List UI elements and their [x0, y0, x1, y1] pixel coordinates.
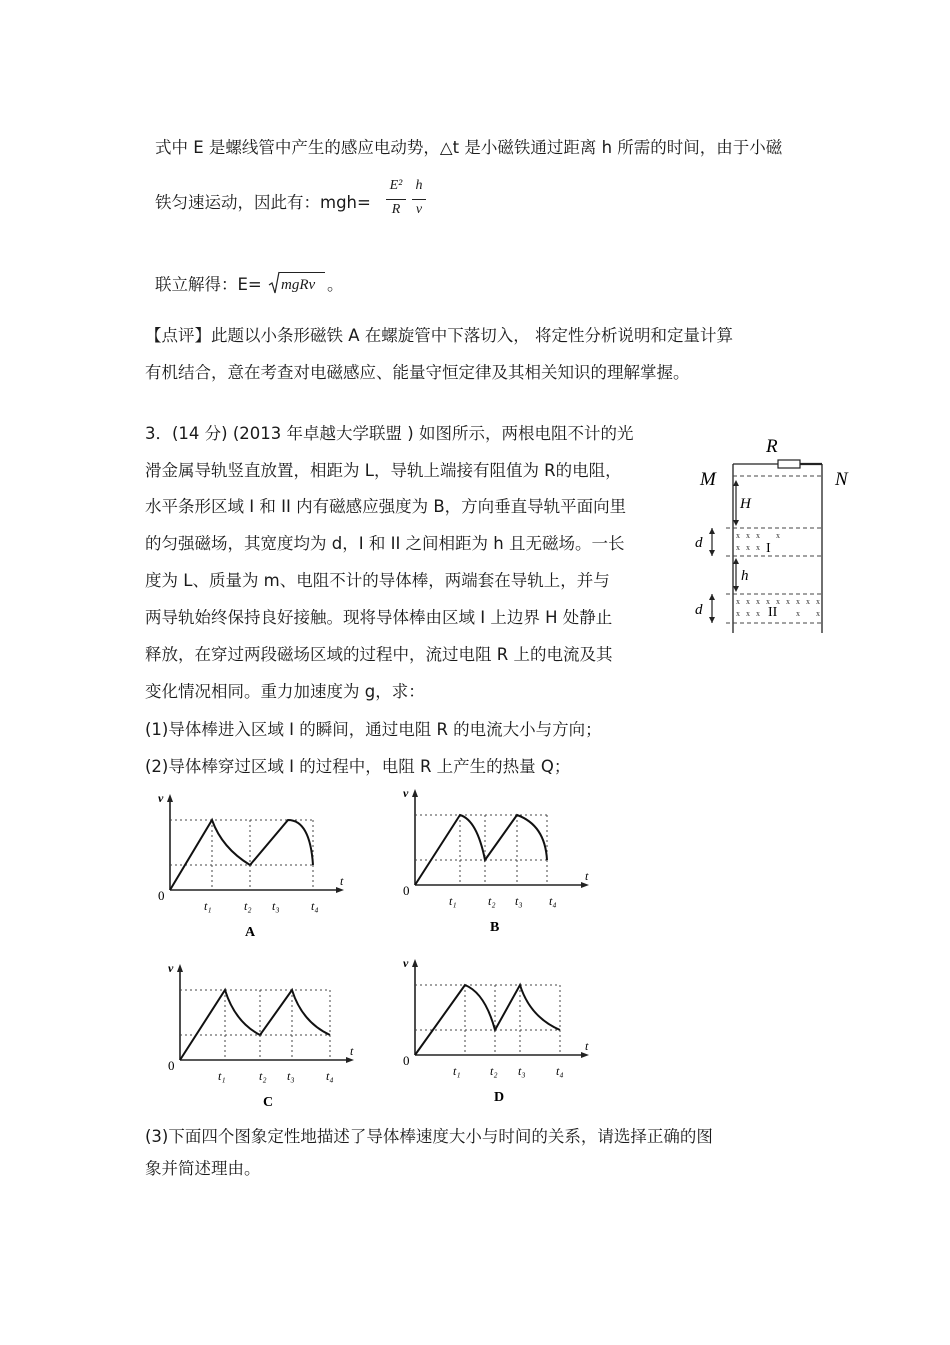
graph-label: C — [263, 1095, 274, 1110]
axis-v-label: v — [403, 786, 409, 800]
axis-v-label: v — [158, 791, 164, 805]
origin-label: 0 — [158, 888, 165, 903]
height-label-h-upper: H — [740, 496, 751, 512]
svg-text:x: x — [806, 597, 810, 606]
sqrt-overline — [279, 272, 325, 273]
vt-graph-b — [395, 785, 595, 940]
tick-label: t₁ — [204, 899, 212, 913]
problem-line-1: 3．(14 分) (2013 年卓越大学联盟 ) 如图所示，两根电阻不计的光 — [145, 424, 634, 443]
problem-line-4: 的匀强磁场，其宽度均为 d，I 和 II 之间相距为 h 且无磁场。一长 — [145, 534, 625, 553]
svg-text:x: x — [736, 609, 740, 618]
axis-v-arrow — [177, 964, 183, 972]
axis-t-label: t — [585, 869, 589, 883]
axis-v-arrow — [412, 789, 418, 797]
tick-label: t₃ — [287, 1069, 295, 1083]
tick-label: t₁ — [218, 1069, 226, 1083]
svg-text:x: x — [756, 531, 760, 540]
result-prefix: 联立解得：E= — [155, 275, 262, 294]
velocity-curve — [170, 820, 313, 890]
tick-label: t₄ — [326, 1069, 334, 1083]
axis-t-label: t — [340, 874, 344, 888]
origin-label: 0 — [168, 1058, 175, 1073]
fraction-denominator: v — [415, 202, 423, 217]
svg-text:x: x — [776, 597, 780, 606]
rail-label-n: N — [835, 469, 848, 490]
sqrt-content: mgRv — [281, 277, 316, 293]
result-suffix: 。 — [327, 275, 344, 294]
question-1: (1)导体棒进入区域 I 的瞬间，通过电阻 R 的电流大小与方向； — [145, 720, 602, 739]
tick-label: t₁ — [453, 1064, 461, 1078]
tick-label: t₂ — [244, 899, 252, 913]
svg-text:x: x — [746, 543, 750, 552]
region-label-1: I — [766, 541, 771, 556]
width-label-d-2: d — [695, 602, 703, 618]
question-3-line-2: 象并简述理由。 — [145, 1159, 261, 1178]
axis-t-label: t — [350, 1044, 354, 1058]
svg-text:x: x — [736, 531, 740, 540]
graph-label: D — [494, 1090, 505, 1105]
fraction-numerator: h — [415, 178, 423, 193]
tick-label: t₄ — [556, 1064, 564, 1078]
problem-line-8: 变化情况相同。重力加速度为 g，求： — [145, 682, 425, 701]
rail-diagram — [690, 430, 870, 640]
velocity-curve — [415, 985, 560, 1055]
svg-text:x: x — [776, 531, 780, 540]
graph-label: A — [245, 925, 256, 940]
tick-label: t₂ — [259, 1069, 267, 1083]
svg-text:x: x — [766, 597, 770, 606]
tick-label: t₃ — [272, 899, 280, 913]
axis-v-arrow — [167, 794, 173, 802]
svg-text:x: x — [736, 597, 740, 606]
resistor-label: R — [766, 436, 778, 457]
question-3-line-1: (3)下面四个图象定性地描述了导体棒速度大小与时间的关系，请选择正确的图 — [145, 1127, 713, 1146]
graph-label: B — [490, 920, 500, 935]
fraction-numerator: E² — [389, 178, 403, 193]
axis-t-label: t — [585, 1039, 589, 1053]
axis-v-label: v — [403, 956, 409, 970]
field-marks-region-2 — [736, 597, 820, 618]
vt-graph-d — [395, 955, 595, 1110]
solution-line-2: 铁匀速运动，因此有：mgh= — [155, 193, 371, 212]
fraction-bar — [386, 199, 406, 200]
tick-label: t₃ — [515, 894, 523, 908]
tick-label: t₄ — [311, 899, 319, 913]
velocity-curve — [415, 815, 547, 885]
axis-v-label: v — [168, 961, 174, 975]
resistor-icon — [778, 460, 800, 468]
problem-line-3: 水平条形区域 I 和 II 内有磁感应强度为 B，方向垂直导轨平面向里 — [145, 497, 627, 516]
svg-text:x: x — [816, 609, 820, 618]
region-label-2: II — [768, 605, 778, 620]
width-label-d-1: d — [695, 535, 703, 551]
problem-line-2: 滑金属导轨竖直放置，相距为 L，导轨上端接有阻值为 R的电阻， — [145, 461, 622, 480]
svg-text:x: x — [796, 609, 800, 618]
field-marks-region-1 — [736, 531, 780, 552]
problem-line-5: 度为 L、质量为 m、电阻不计的导体棒，两端套在导轨上，并与 — [145, 571, 610, 590]
solution-line-1: 式中 E 是螺线管中产生的感应电动势，△t 是小磁铁通过距离 h 所需的时间，由于小磁 — [155, 138, 783, 157]
svg-text:x: x — [756, 543, 760, 552]
svg-text:x: x — [756, 609, 760, 618]
question-2: (2)导体棒穿过区域 I 的过程中，电阻 R 上产生的热量 Q； — [145, 757, 571, 776]
origin-label: 0 — [403, 1053, 410, 1068]
velocity-curve — [180, 990, 330, 1060]
comment-line-1: 【点评】此题以小条形磁铁 A 在螺旋管中下落切入， 将定性分析说明和定量计算 — [145, 326, 734, 345]
svg-text:x: x — [816, 597, 820, 606]
origin-label: 0 — [403, 883, 410, 898]
axis-v-arrow — [412, 959, 418, 967]
svg-text:x: x — [736, 543, 740, 552]
comment-line-2: 有机结合，意在考查对电磁感应、能量守恒定律及其相关知识的理解掌握。 — [145, 363, 690, 382]
svg-text:x: x — [746, 609, 750, 618]
svg-text:x: x — [746, 597, 750, 606]
tick-label: t₂ — [490, 1064, 498, 1078]
problem-line-7: 释放，在穿过两段磁场区域的过程中，流过电阻 R 上的电流及其 — [145, 645, 613, 664]
fraction-denominator: R — [391, 202, 401, 217]
problem-line-6: 两导轨始终保持良好接触。现将导体棒由区域 I 上边界 H 处静止 — [145, 608, 613, 627]
vt-graph-a — [150, 790, 350, 945]
fraction-bar — [412, 199, 426, 200]
rail-label-m: M — [700, 469, 716, 490]
svg-text:x: x — [756, 597, 760, 606]
tick-label: t₂ — [488, 894, 496, 908]
tick-label: t₄ — [549, 894, 557, 908]
svg-text:x: x — [796, 597, 800, 606]
vt-graph-c — [160, 960, 360, 1115]
tick-label: t₃ — [518, 1064, 526, 1078]
svg-text:x: x — [746, 531, 750, 540]
gap-label-h: h — [741, 568, 749, 584]
sqrt-sign — [268, 270, 280, 296]
svg-text:x: x — [786, 597, 790, 606]
tick-label: t₁ — [449, 894, 457, 908]
